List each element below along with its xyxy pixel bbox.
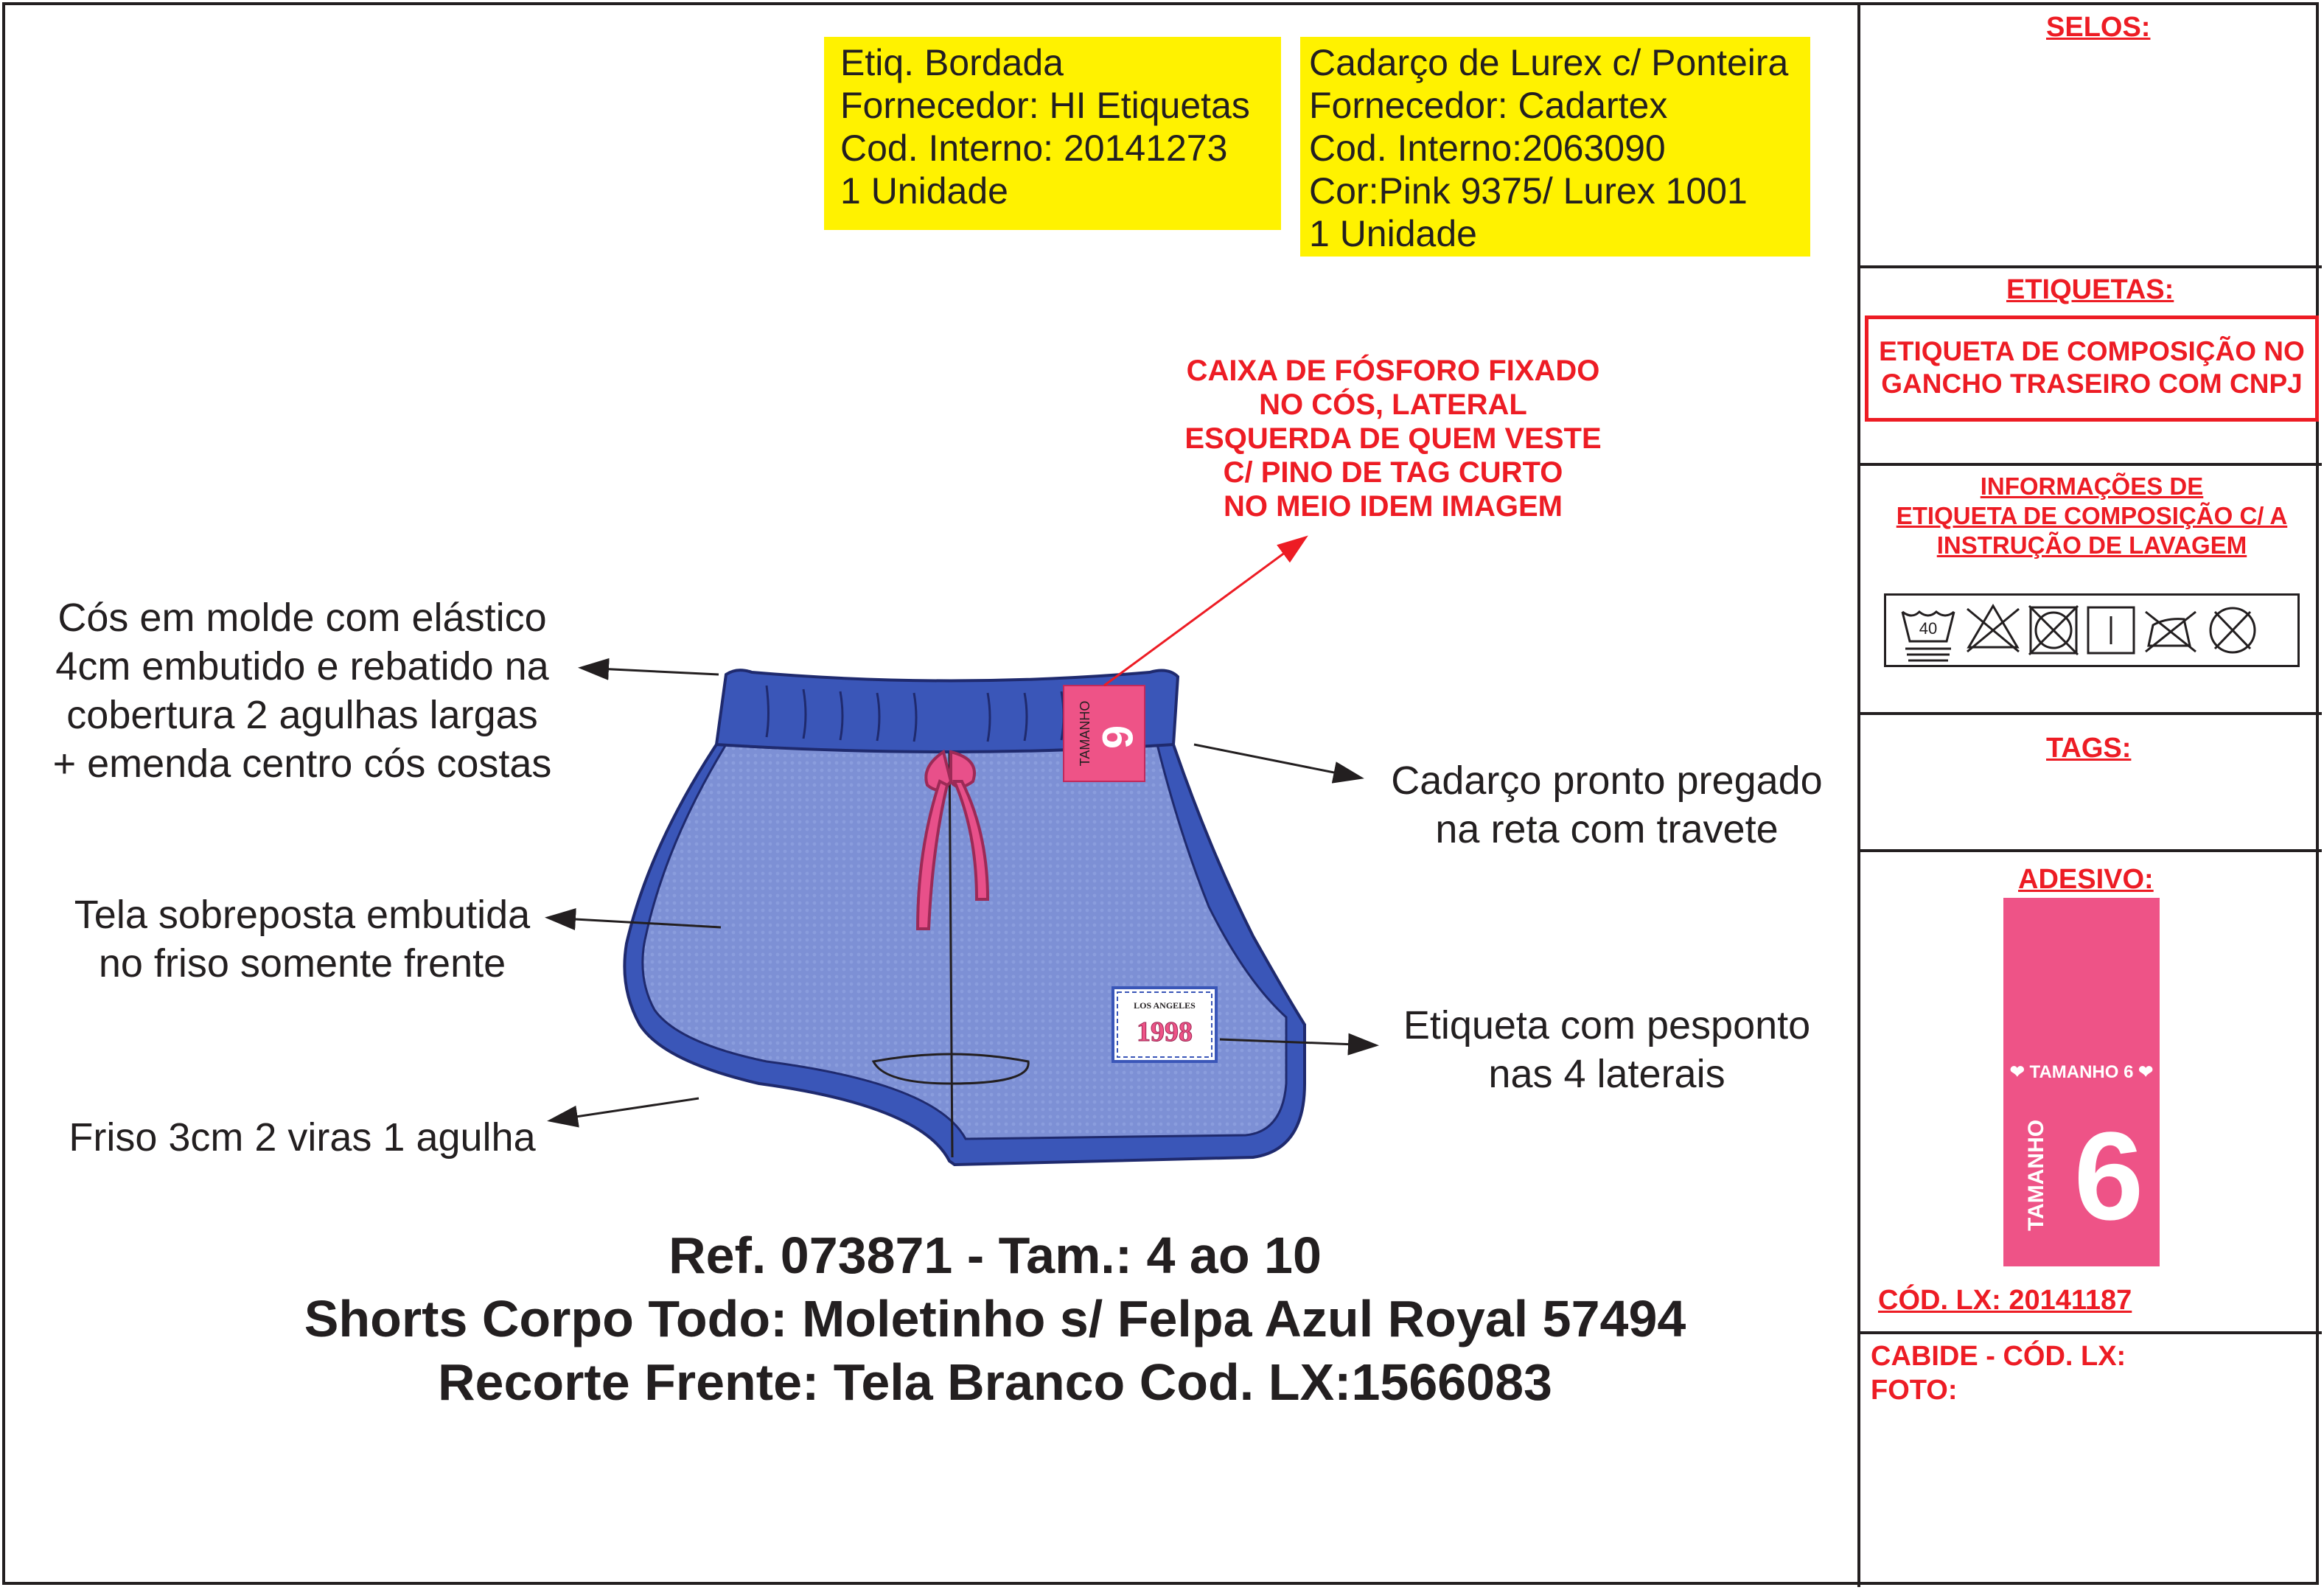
drawstring-info-line: 1 Unidade <box>1309 213 1477 254</box>
callout-line: Cós em molde com elástico <box>57 596 547 640</box>
no-iron-icon <box>2146 612 2196 652</box>
info-title-line: INFORMAÇÕES DE <box>1980 473 2204 500</box>
matchbox-note-line: NO MEIO IDEM IMAGEM <box>1224 490 1563 523</box>
patch-top-text: LOS ANGELES <box>1134 1000 1196 1011</box>
foto-label: FOTO: <box>1871 1375 1958 1406</box>
body-fabric-line: Shorts Corpo Todo: Moletinho s/ Felpa Azul Royal 57494 <box>304 1290 1686 1347</box>
drawstring-info-line: Fornecedor: Cadartex <box>1309 85 1668 126</box>
no-bleach-icon <box>1967 606 2019 652</box>
composition-label-box <box>1865 315 2319 422</box>
matchbox-note-line: ESQUERDA DE QUEM VESTE <box>1184 422 1602 455</box>
etiquetas-title: ETIQUETAS: <box>2006 274 2174 305</box>
callout-drawstring <box>1371 756 1843 854</box>
size-tag-number: 6 <box>1093 725 1141 750</box>
adesivo-cod-lx: CÓD. LX: 20141187 <box>1878 1285 2132 1316</box>
callout-line: no friso somente frente <box>98 941 506 986</box>
no-tumble-dry-icon <box>2029 606 2078 655</box>
callout-line: Friso 3cm 2 viras 1 agulha <box>69 1115 536 1160</box>
tags-title: TAGS: <box>2046 733 2132 764</box>
callout-binding <box>29 1113 575 1162</box>
info-title-line: INSTRUÇÃO DE LAVAGEM <box>1936 531 2247 559</box>
matchbox-note-line: NO CÓS, LATERAL <box>1259 388 1527 421</box>
callout-overlay <box>29 890 575 988</box>
no-dry-clean-icon <box>2210 608 2255 652</box>
embroidered-label-line: Etiq. Bordada <box>840 42 1064 83</box>
cut-fabric-line: Recorte Frente: Tela Branco Cod. LX:1566083 <box>438 1353 1552 1411</box>
ref-line: Ref. 073871 - Tam.: 4 ao 10 <box>669 1227 1322 1284</box>
adesivo-size-label <box>2003 898 2160 1266</box>
callout-line: Cadarço pronto pregado <box>1391 759 1823 803</box>
composition-info-title <box>1865 472 2319 560</box>
embroidered-label-line: Fornecedor: HI Etiquetas <box>840 85 1250 126</box>
embroidered-label-line: 1 Unidade <box>840 170 1008 212</box>
callout-line: + emenda centro cós costas <box>52 742 552 786</box>
matchbox-note-line: C/ PINO DE TAG CURTO <box>1223 456 1563 489</box>
adesivo-side-text: TAMANHO <box>2024 1119 2048 1231</box>
product-reference <box>133 1224 1857 1414</box>
callout-line: cobertura 2 agulhas largas <box>66 693 538 737</box>
line-dry-icon <box>2088 607 2134 653</box>
callout-line: Etiqueta com pesponto <box>1403 1003 1811 1047</box>
composition-label-line: ETIQUETA DE COMPOSIÇÃO NO <box>1879 336 2305 366</box>
patch-number-text: 1998 <box>1137 1017 1193 1047</box>
selos-title: SELOS: <box>2046 12 2151 43</box>
size-tag-text: TAMANHO <box>1078 700 1092 767</box>
cabide-code: CABIDE - CÓD. LX: <box>1871 1341 2126 1372</box>
care-symbols-strip <box>1884 593 2300 667</box>
callout-line: Tela sobreposta embutida <box>74 893 531 937</box>
drawstring-info-line: Cod. Interno:2063090 <box>1309 128 1666 169</box>
adesivo-number: 6 <box>2073 1106 2144 1246</box>
drawstring-info-line: Cor:Pink 9375/ Lurex 1001 <box>1309 170 1748 212</box>
drawstring-info-line: Cadarço de Lurex c/ Ponteira <box>1309 42 1789 83</box>
callout-line: nas 4 laterais <box>1488 1052 1725 1096</box>
matchbox-note-line: CAIXA DE FÓSFORO FIXADO <box>1186 355 1600 387</box>
info-title-line: ETIQUETA DE COMPOSIÇÃO C/ A <box>1896 502 2288 529</box>
callout-patch <box>1371 1001 1843 1098</box>
callout-waistband <box>29 593 575 788</box>
adesivo-banner: ❤ TAMANHO 6 ❤ <box>2009 1062 2154 1082</box>
embroidered-label-line: Cod. Interno: 20141273 <box>840 128 1228 169</box>
adesivo-title: ADESIVO: <box>2018 864 2154 895</box>
callout-line: 4cm embutido e rebatido na <box>55 644 549 688</box>
callout-line: na reta com travete <box>1435 807 1779 851</box>
composition-label-line: GANCHO TRASEIRO COM CNPJ <box>1881 369 2303 399</box>
wash-temp-text: 40 <box>1919 619 1938 638</box>
